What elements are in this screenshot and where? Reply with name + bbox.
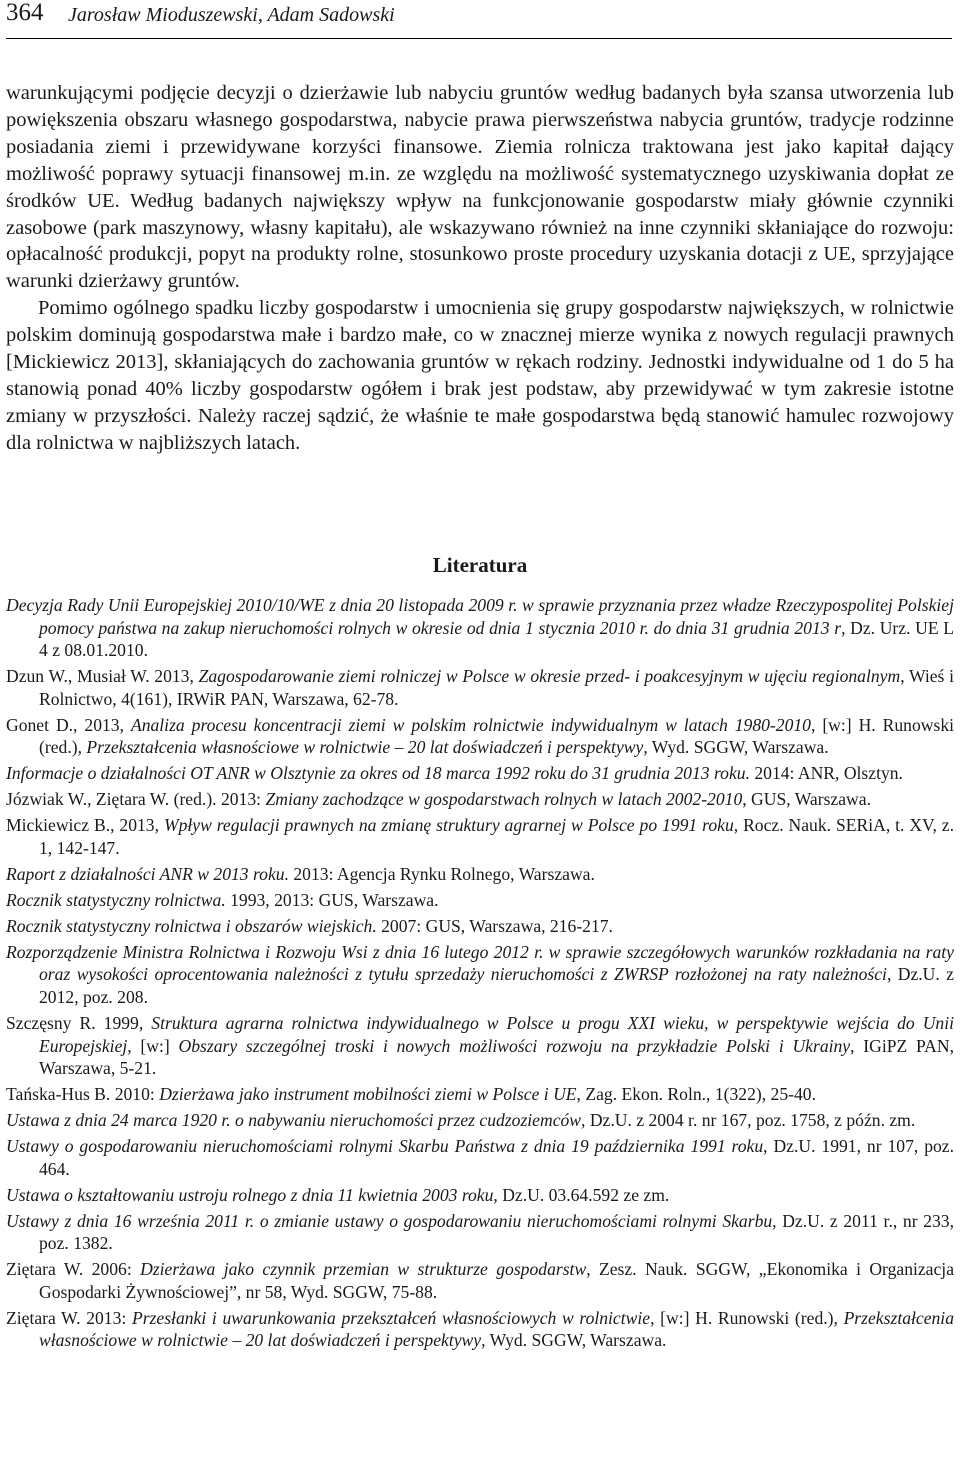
reference-item: Informacje o działalności OT ANR w Olsztynie za okres od 18 marca 1992 roku do 31 grudnia 2013 roku. 2014: ANR, Olsztyn. (6, 763, 903, 784)
reference-item: Raport z działalności ANR w 2013 roku. 2013: Agencja Rynku Rolnego, Warszawa. (6, 863, 595, 884)
reference-item: Szczęsny R. 1999, Struktura agrarna rolnictwa indywidualnego w Polsce u progu XXI wieku, w perspektywie wejścia do Unii Europejskiej, [w:] Obszary szczególnej troski i nowych możliwości rozwoju na przykładzie Polski i Ukrainy, IGiPZ PAN, Warszawa, 5-21. (6, 1013, 954, 1079)
running-head: Jarosław Mioduszewski, Adam Sadowski (68, 4, 395, 26)
reference-item: Ziętara W. 2013: Przesłanki i uwarunkowania przekształceń własnościowych w rolnictwie, [w:] H. Runowski (red.), Przekształcenia własnościowe w rolnictwie – 20 lat doświadczeń i perspektywy, Wyd. SGGW, Warszawa. (6, 1307, 954, 1351)
reference-item: Ustawy z dnia 16 września 2011 r. o zmianie ustawy o gospodarowaniu nieruchomościami rolnymi Skarbu, Dz.U. z 2011 r., nr 233, poz. 1382. (6, 1210, 954, 1254)
reference-item: Ustawy o gospodarowaniu nieruchomościami rolnymi Skarbu Państwa z dnia 19 października 1991 roku, Dz.U. 1991, nr 107, poz. 464. (6, 1136, 954, 1179)
reference-item: Rozporządzenie Ministra Rolnictwa i Rozwoju Wsi z dnia 16 lutego 2012 r. w sprawie szczegółowych warunków rozkładania na raty oraz wysokości oprocentowania należności z tytułu sprzedaży nieruchomości z ZWRSP rozłożonej na raty należności, Dz.U. z 2012, poz. 208. (6, 941, 954, 1008)
paragraph-1: warunkującymi podjęcie decyzji o dzierżawie lub nabyciu gruntów według badanych była szansa utworzenia lub powiększenia obszaru własnego gospodarstwa, nabycie prawa pierwszeństwa nabycia gruntów, tradycje rodzinne posiadania ziemi i przewidywane korzyści finansowe. Ziemia rolnicza traktowana jest jako kapitał dający możliwość poprawy sytuacji finansowej m.in. ze względu na możliwość systematycznego uzyskiwania dopłat ze środków UE. Według badanych największy wpływ na funkcjonowanie gospodarstw miały głównie czynniki zasobowe (park maszynowy, własny kapitału), ale wskazywano również na inne czynniki skłaniające do rozwoju: opłacalność produkcji, popyt na produkty rolne, stosunkowo proste procedury uzyskania dotacji z UE, sprzyjające warunki dzierżawy gruntów. (6, 82, 954, 293)
paragraph-2: Pomimo ogólnego spadku liczby gospodarstw i umocnienia się grupy gospodarstw największych, w rolnictwie polskim dominują gospodarstwa małe i bardzo małe, co w znacznej mierze wynika z nowych regulacji prawnych [Mickiewicz 2013], skłaniających do zachowania gruntów w rękach rodziny. Jednostki indywidualne od 1 do 5 ha stanowią ponad 40% liczby gospodarstw ogółem i brak jest podstaw, aby przewidywać w tym zakresie istotne zmiany w przyszłości. Należy raczej sądzić, że właśnie te małe gospodarstwa będą stanowić hamulec rozwojowy dla rolnictwa w najbliższych latach. (6, 297, 954, 454)
reference-item: Mickiewicz B., 2013, Wpływ regulacji prawnych na zmianę struktury agrarnej w Polsce po 1991 roku, Rocz. Nauk. SERiA, t. XV, z. 1, 142-147. (6, 815, 955, 858)
reference-item: Gonet D., 2013, Analiza procesu koncentracji ziemi w polskim rolnictwie indywidualnym w latach 1980-2010, [w:] H. Runowski (red.), Przekształcenia własnościowe w rolnictwie – 20 lat doświadczeń i perspektywy, Wyd. SGGW, Warszawa. (6, 714, 955, 758)
reference-item: Ustawa z dnia 24 marca 1920 r. o nabywaniu nieruchomości przez cudzoziemców, Dz.U. z 2004 r. nr 167, poz. 1758, z późn. zm. (6, 1110, 916, 1131)
page-number: 364 (6, 0, 44, 26)
reference-item: Tańska-Hus B. 2010: Dzierżawa jako instrument mobilności ziemi w Polsce i UE, Zag. Ekon. Roln., 1(322), 25-40. (6, 1084, 816, 1105)
reference-item: Dzun W., Musiał W. 2013, Zagospodarowanie ziemi rolniczej w Polsce w okresie przed- i poakcesyjnym w ujęciu regionalnym, Wieś i Rolnictwo, 4(161), IRWiR PAN, Warszawa, 62-78. (6, 666, 954, 709)
references-list (6, 594, 954, 1355)
body-text (6, 80, 954, 457)
reference-item: Decyzja Rady Unii Europejskiej 2010/10/WE z dnia 20 listopada 2009 r. w sprawie przyznania przez władze Rzeczypospolitej Polskiej pomocy państwa na zakup nieruchomości rolnych w okresie od dnia 1 stycznia 2010 r. do dnia 31 grudnia 2013 r, Dz. Urz. UE L 4 z 08.01.2010. (6, 595, 954, 661)
reference-item: Ziętara W. 2006: Dzierżawa jako czynnik przemian w strukturze gospodarstw, Zesz. Nauk. SGGW, „Ekonomika i Organizacja Gospodarki Żywnościowej”, nr 58, Wyd. SGGW, 75-88. (6, 1259, 954, 1302)
section-title: Literatura (432, 553, 528, 577)
reference-item: Rocznik statystyczny rolnictwa. 1993, 2013: GUS, Warszawa. (6, 889, 439, 910)
page-header (6, 0, 952, 39)
reference-item: Rocznik statystyczny rolnictwa i obszarów wiejskich. 2007: GUS, Warszawa, 216-217. (6, 915, 613, 936)
reference-item: Józwiak W., Ziętara W. (red.). 2013: Zmiany zachodzące w gospodarstwach rolnych w latach 2002-2010, GUS, Warszawa. (6, 789, 871, 810)
reference-item: Ustawa o kształtowaniu ustroju rolnego z dnia 11 kwietnia 2003 roku, Dz.U. 03.64.592 ze zm. (6, 1184, 670, 1205)
